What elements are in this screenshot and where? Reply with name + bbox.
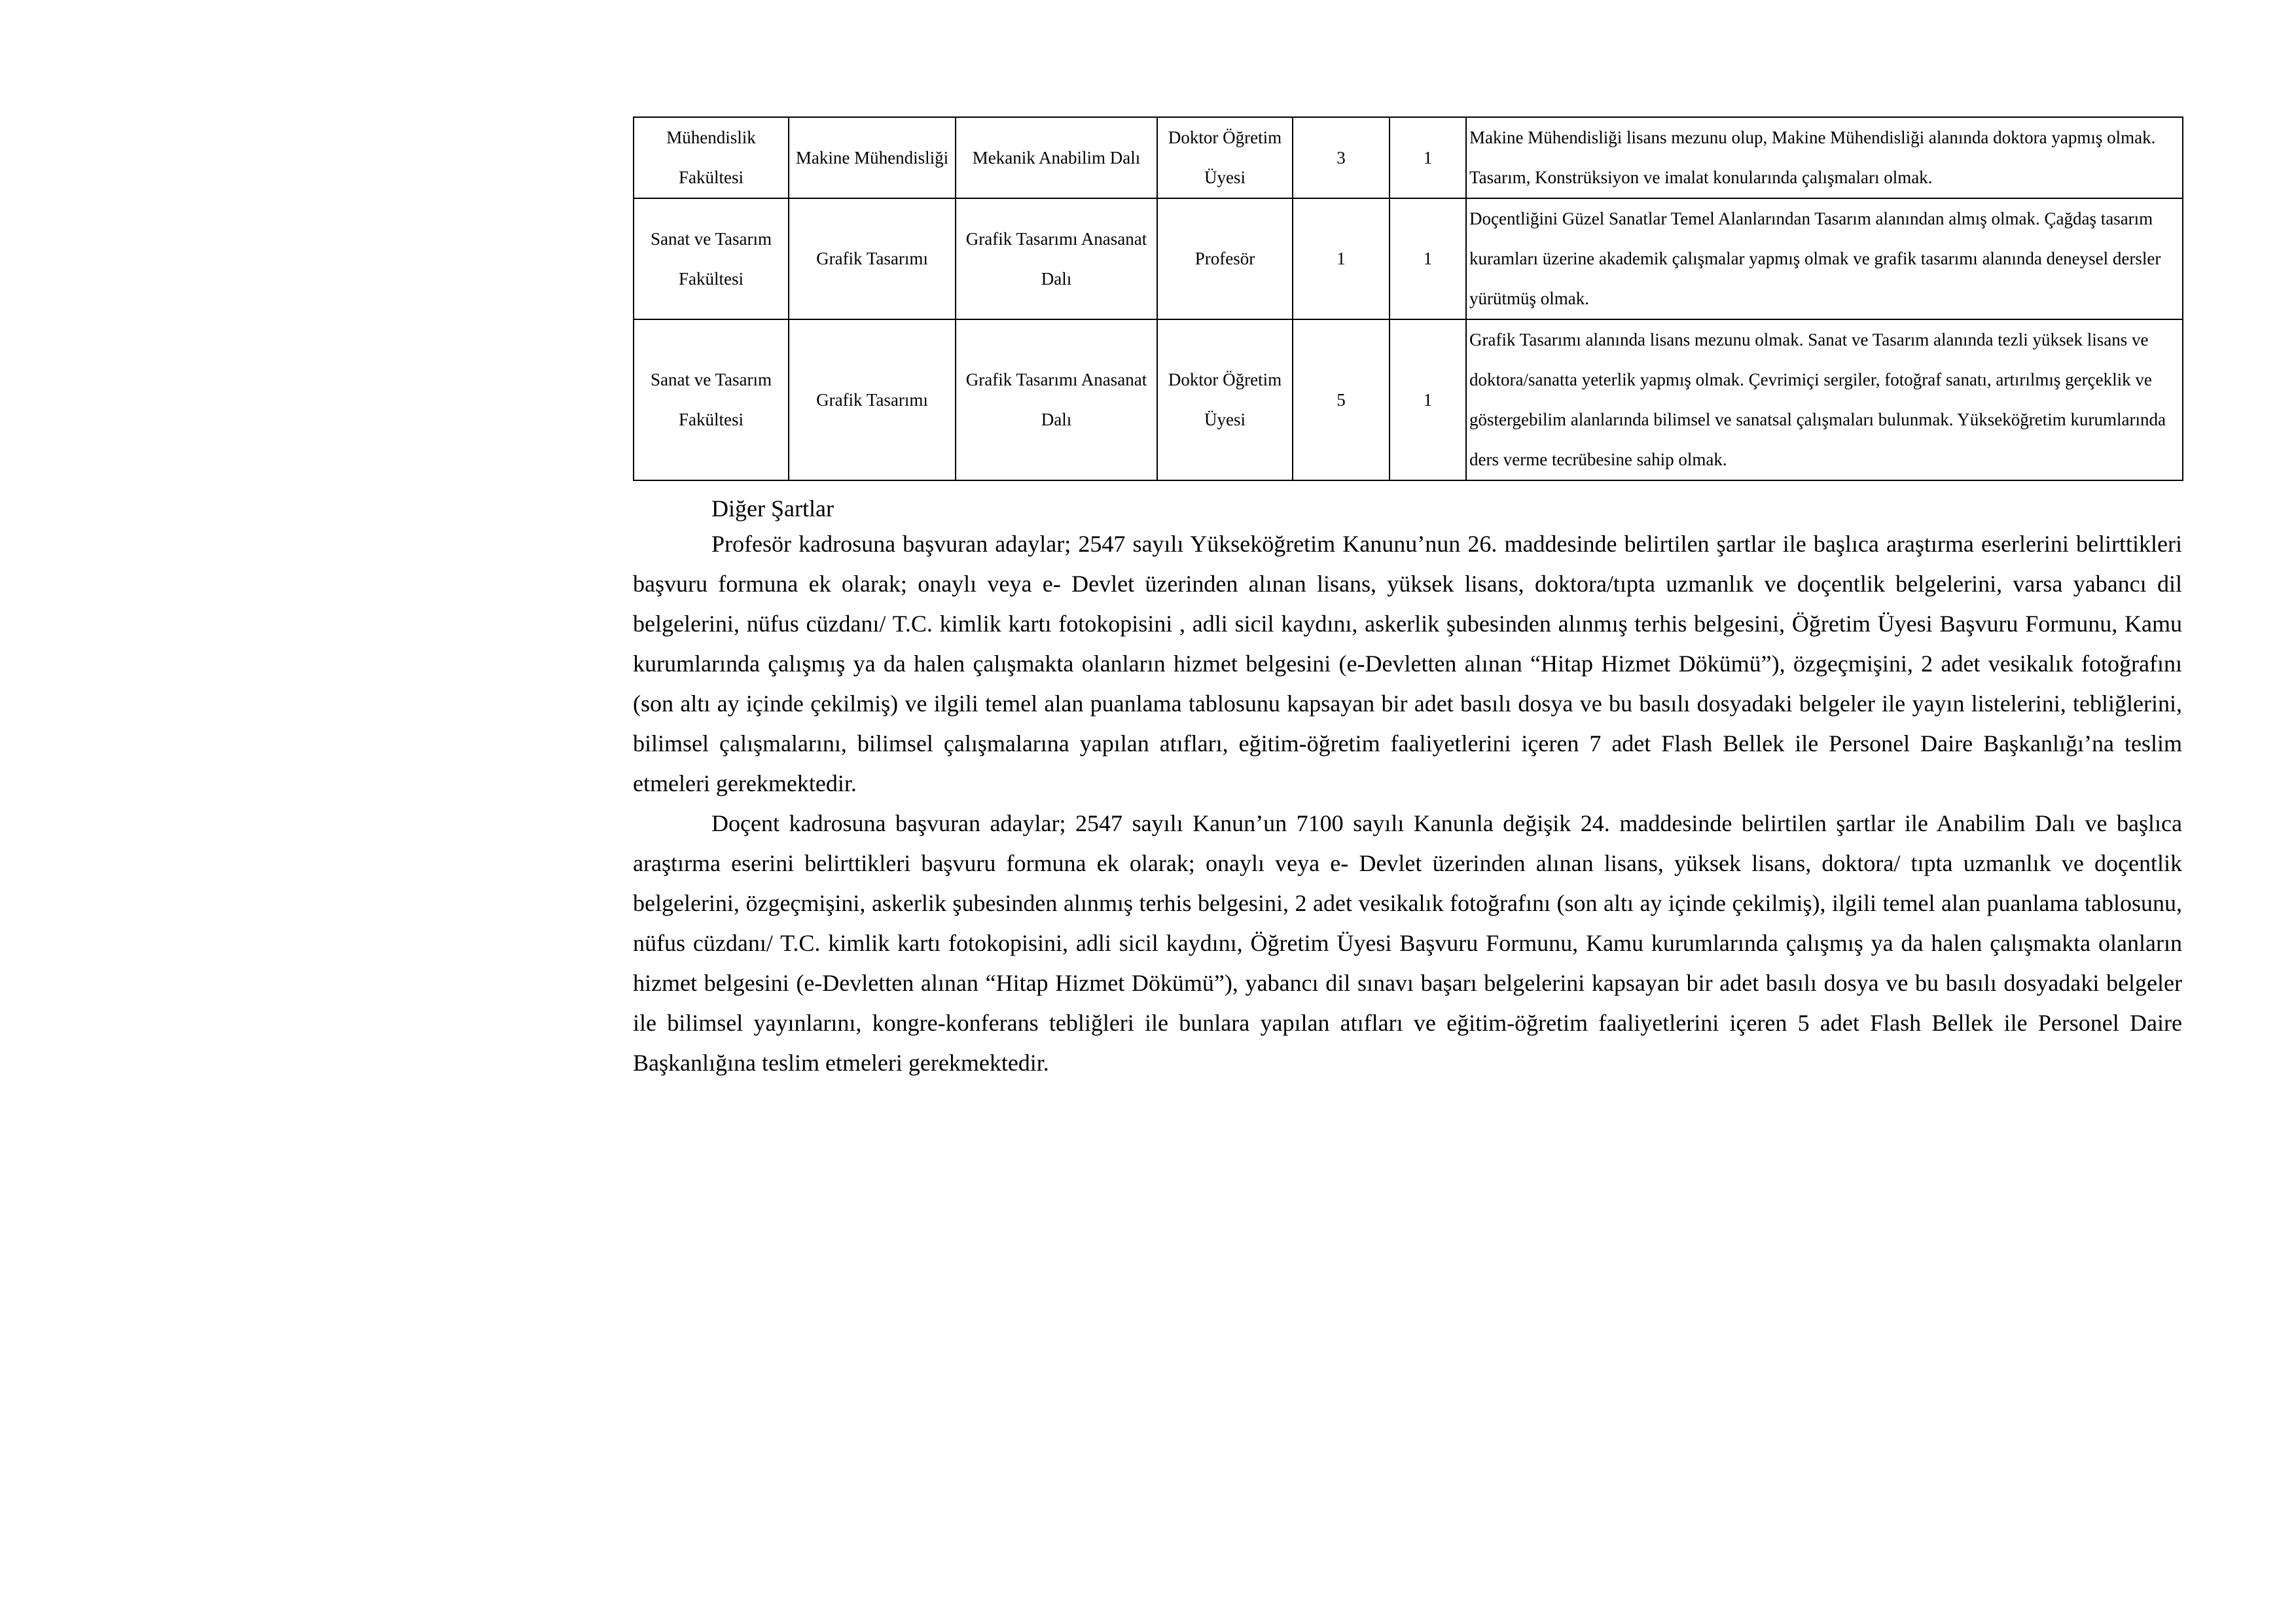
faculty-cell: Sanat ve Tasarım Fakültesi — [634, 319, 789, 480]
faculty-cell: Sanat ve Tasarım Fakültesi — [634, 198, 789, 319]
faculty-cell: Mühendislik Fakültesi — [634, 117, 789, 198]
department-cell: Makine Mühendisliği — [789, 117, 956, 198]
section-title: Diğer Şartlar — [711, 495, 834, 522]
department-cell: Grafik Tasarımı — [789, 319, 956, 480]
division-cell: Mekanik Anabilim Dalı — [956, 117, 1157, 198]
title-cell: Doktor Öğretim Üyesi — [1157, 117, 1293, 198]
title-cell: Profesör — [1157, 198, 1293, 319]
positions-table — [633, 116, 2183, 481]
requirements-cell: Grafik Tasarımı alanında lisans mezunu olmak. Sanat ve Tasarım alanında tezli yüksek lisans ve doktora/sanatta yeterlik yapmış olmak. Çevrimiçi sergiler, fotoğraf sanatı, artırılmış gerçeklik ve göstergebilim alanlarında bilimsel ve sanatsal çalışmaları bulunmak. Yükseköğretim kurumlarında ders verme tecrübesine sahip olmak. — [1466, 319, 2183, 480]
count-cell: 1 — [1390, 198, 1466, 319]
count-cell: 1 — [1390, 117, 1466, 198]
requirements-cell: Makine Mühendisliği lisans mezunu olup, Makine Mühendisliği alanında doktora yapmış olmak. Tasarım, Konstrüksiyon ve imalat konularında çalışmaları olmak. — [1466, 117, 2183, 198]
division-cell: Grafik Tasarımı Anasanat Dalı — [956, 319, 1157, 480]
title-cell: Doktor Öğretim Üyesi — [1157, 319, 1293, 480]
paragraph-associate-professor: Doçent kadrosuna başvuran adaylar; 2547 sayılı Kanun’un 7100 sayılı Kanunla değişik 24. maddesinde belirtilen şartlar ile Anabilim Dalı ve başlıca araştırma eserini belirttikleri başvuru formuna ek olarak; onaylı veya e- Devlet üzerinden alınan lisans, yüksek lisans, doktora/ tıpta uzmanlık ve doçentlik belgelerini, özgeçmişini, askerlik şubesinden alınmış terhis belgesini, 2 adet vesikalık fotoğrafını (son altı ay içinde çekilmiş), ilgili temel alan puanlama tablosunu, nüfus cüzdanı/ T.C. kimlik kartı fotokopisini, adli sicil kaydını, Öğretim Üyesi Başvuru Formunu, Kamu kurumlarında çalışmış ya da halen çalışmakta olanların hizmet belgesini (e-Devletten alınan “Hitap Hizmet Dökümü”), yabancı dil sınavı başarı belgelerini kapsayan bir adet basılı dosya ve bu basılı dosyadaki belgeler ile bilimsel yayınlarını, kongre-konferans tebliğleri ile bunlara yapılan atıfları ve eğitim-öğretim faaliyetlerini içeren 5 adet Flash Bellek ile Personel Daire Başkanlığına teslim etmeleri gerekmektedir. — [633, 810, 2182, 1076]
degree-cell: 5 — [1293, 319, 1390, 480]
table-row — [634, 319, 2183, 480]
department-cell: Grafik Tasarımı — [789, 198, 956, 319]
requirements-cell: Doçentliğini Güzel Sanatlar Temel Alanlarından Tasarım alanından almış olmak. Çağdaş tasarım kuramları üzerine akademik çalışmalar yapmış olmak ve grafik tasarımı alanında deneysel dersler yürütmüş olmak. — [1466, 198, 2183, 319]
count-cell: 1 — [1390, 319, 1466, 480]
table-row — [634, 117, 2183, 198]
division-cell: Grafik Tasarımı Anasanat Dalı — [956, 198, 1157, 319]
document-page — [633, 116, 2182, 1083]
paragraph-professor: Profesör kadrosuna başvuran adaylar; 2547 sayılı Yükseköğretim Kanunu’nun 26. maddesinde belirtilen şartlar ile başlıca araştırma eserlerini belirttikleri başvuru formuna ek olarak; onaylı veya e- Devlet üzerinden alınan lisans, yüksek lisans, doktora/tıpta uzmanlık ve doçentlik belgelerini, varsa yabancı dil belgelerini, nüfus cüzdanı/ T.C. kimlik kartı fotokopisini , adli sicil kaydını, askerlik şubesinden alınmış terhis belgesini, Öğretim Üyesi Başvuru Formunu, Kamu kurumlarında çalışmış ya da halen çalışmakta olanların hizmet belgesini (e-Devletten alınan “Hitap Hizmet Dökümü”), özgeçmişini, 2 adet vesikalık fotoğrafını (son altı ay içinde çekilmiş) ve ilgili temel alan puanlama tablosunu kapsayan bir adet basılı dosya ve bu basılı dosyadaki belgeler ile yayın listelerini, tebliğlerini, bilimsel çalışmalarını, bilimsel çalışmalarına yapılan atıfları, eğitim-öğretim faaliyetlerini içeren 7 adet Flash Bellek ile Personel Daire Başkanlığı’na teslim etmeleri gerekmektedir. — [633, 531, 2182, 796]
degree-cell: 3 — [1293, 117, 1390, 198]
degree-cell: 1 — [1293, 198, 1390, 319]
table-row — [634, 198, 2183, 319]
